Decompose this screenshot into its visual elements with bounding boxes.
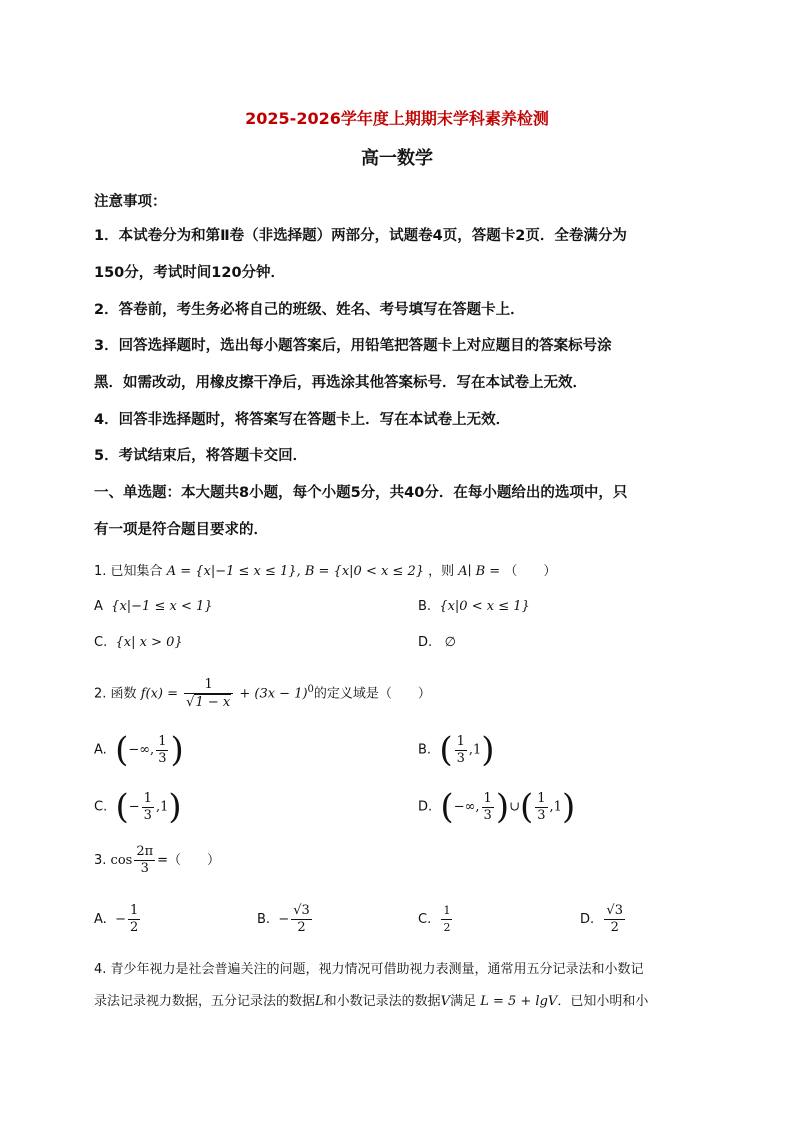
note-5: 5．考试结束后，将答题卡交回．	[94, 448, 308, 464]
question-2-stem	[94, 672, 431, 708]
q3-option-a-label: A.	[94, 912, 107, 927]
q1-set-a: A = {x|−1 ≤ x ≤ 1}	[166, 564, 297, 579]
q2-option-b-right: ,1	[468, 742, 482, 758]
q1-option-c-label: C.	[94, 635, 108, 650]
q2-option-c-num: 1	[143, 790, 152, 806]
q3-option-c-label: C.	[418, 912, 432, 927]
q3-option-b-sign: −	[278, 912, 290, 927]
note-4: 4．回答非选择题时，将答案写在答题卡上．写在本试卷上无效．	[94, 412, 511, 428]
q2-fraction-den-radicand: 1 − x	[195, 694, 231, 710]
q2-option-c-left: −	[128, 799, 140, 815]
q1-expr: A∣ B =	[458, 564, 501, 579]
q2-fraction-num: 1	[184, 677, 233, 694]
q2-option-d: D. (−∞, $\frac{1}{3}$ )∪( $\frac{1}{3}$ ,1)	[418, 787, 576, 827]
q2-option-d-den-2: 3	[537, 807, 546, 823]
q2-option-a-den: 3	[158, 750, 167, 766]
q2-option-d-left: −∞,	[453, 799, 480, 815]
q3-option-c-den: 2	[443, 921, 451, 934]
q3-option-d	[580, 900, 627, 940]
q4-line2-part-c: 满足	[450, 994, 477, 1009]
exam-title: 2025-2026学年度上期期末学科素养检测	[245, 109, 549, 128]
q2-suffix: 的定义域是（ ）	[313, 686, 431, 702]
q3-option-b-label: B.	[257, 912, 271, 927]
q3-cos: cos	[110, 853, 133, 868]
note-3-line-1: 3．回答选择题时，选出每小题答案后，用铅笔把答题卡上对应题目的答案标号涂	[94, 338, 612, 354]
q3-option-c-num: 1	[441, 903, 452, 920]
q3-option-a-num: 1	[129, 903, 139, 918]
q3-option-d-label: D.	[580, 912, 595, 927]
q3-option-a	[94, 900, 142, 940]
q2-fraction	[184, 677, 233, 711]
q2-rest: + (3x − 1)	[239, 686, 308, 702]
question-4-line-1: 4. 青少年视力是社会普遍关注的问题，视力情况可借助视力表测量，通常用五分记录法和小数记	[94, 962, 644, 977]
q2-option-a-frac	[156, 734, 168, 767]
q1-prefix: 1. 已知集合	[94, 564, 163, 579]
q3-option-d-num: √3	[606, 903, 623, 918]
notes-heading: 注意事项：	[94, 194, 167, 210]
q3-option-c	[418, 900, 454, 940]
q4-var-v: V	[440, 994, 451, 1009]
q2-prefix: 2. 函数	[94, 686, 137, 702]
q2-option-c-den: 3	[143, 807, 152, 823]
q3-fraction-num: 2π	[136, 844, 154, 859]
q4-line2-part-a: 录法记录视力数据，五分记录法的数据	[94, 994, 316, 1009]
q1-set-b: , B = {x|0 < x ≤ 2}	[296, 564, 424, 579]
note-1-line-2: 150分，考试时间120分钟．	[94, 265, 286, 281]
q3-fraction-den: 3	[140, 861, 149, 876]
q4-formula: L = 5 + lgV	[480, 994, 558, 1009]
q2-option-d-label: D.	[418, 799, 433, 815]
q2-option-d-den-1: 3	[483, 807, 492, 823]
q4-var-l: L	[315, 994, 324, 1009]
q1-option-b-text: {x|0 < x ≤ 1}	[439, 599, 530, 614]
q2-option-c: C. (− $\frac{1}{3}$ ,1)	[94, 787, 182, 827]
q3-option-a-den: 2	[129, 920, 139, 935]
q2-option-c-right: ,1	[155, 799, 169, 815]
q2-option-d-num-2: 1	[537, 790, 546, 806]
q3-suffix: =（ ）	[157, 853, 221, 868]
q2-option-a-num: 1	[158, 733, 167, 749]
q3-option-a-sign: −	[115, 912, 126, 927]
q3-option-b-frac	[291, 903, 312, 936]
q1-option-a	[94, 599, 213, 614]
q1-option-d-text: ∅	[444, 635, 456, 650]
q1-option-c-text: {x| x > 0}	[115, 635, 183, 650]
q2-option-b: B. ( $\frac{1}{3}$ ,1)	[418, 730, 495, 770]
note-3-line-2: 黑．如需改动，用橡皮擦干净后，再选涂其他答案标号．写在本试卷上无效．	[94, 375, 587, 391]
q1-option-d-label: D.	[418, 635, 433, 650]
q3-option-d-den: 2	[610, 920, 619, 935]
q2-option-a: A. (−∞, $\frac{1}{3}$ )	[94, 730, 184, 770]
q3-option-b-num: √3	[293, 903, 310, 918]
q1-option-a-label: A	[94, 599, 103, 614]
q1-option-d	[418, 635, 456, 650]
q3-fraction	[134, 844, 155, 877]
q3-option-b	[257, 900, 314, 940]
q3-option-a-frac	[128, 903, 140, 936]
q1-mid: ，则	[428, 564, 455, 579]
q2-option-d-union: ∪	[509, 799, 520, 815]
q2-fx: f(x) =	[140, 686, 178, 702]
note-1-line-1: 1．本试卷分为和第Ⅱ卷（非选择题）两部分，试题卷4页，答题卡2页．全卷满分为	[94, 228, 627, 244]
question-3-stem	[94, 843, 220, 879]
q2-option-d-right: ,1	[549, 799, 562, 815]
q1-option-a-text: {x|−1 ≤ x < 1}	[111, 599, 213, 614]
question-1-stem	[94, 560, 556, 579]
q1-blank: （ ）	[504, 564, 557, 579]
q4-line2-part-d: ．已知小明和小	[557, 994, 649, 1009]
q1-option-b	[418, 599, 530, 614]
q2-option-b-den: 3	[456, 750, 465, 766]
q3-option-c-frac	[441, 903, 452, 936]
q1-option-c	[94, 635, 183, 650]
q4-line2-part-b: 和小数记录法的数据	[323, 994, 441, 1009]
q2-option-d-frac-2	[535, 791, 547, 824]
note-2: 2．答卷前，考生务必将自己的班级、姓名、考号填写在答题卡上．	[94, 302, 525, 318]
exam-subtitle: 高一数学	[361, 148, 433, 169]
q2-exponent: 0	[307, 684, 314, 695]
q1-option-b-label: B.	[418, 599, 432, 614]
question-4-line-2	[94, 990, 648, 1009]
q2-option-a-left: −∞,	[128, 742, 155, 758]
q2-fraction-den: √1 − x	[186, 694, 231, 710]
q3-option-d-frac	[604, 903, 625, 936]
q2-option-d-frac-1	[482, 791, 494, 824]
q2-option-b-frac	[455, 734, 467, 767]
q2-option-c-frac	[142, 791, 154, 824]
section1-line-2: 有一项是符合题目要求的．	[94, 522, 268, 538]
section1-line-1: 一、单选题：本大题共8小题，每个小题5分，共40分．在每小题给出的选项中，只	[94, 485, 628, 501]
q3-option-b-den: 2	[297, 920, 306, 935]
q2-option-b-label: B.	[418, 742, 432, 758]
q2-option-b-num: 1	[456, 733, 465, 749]
q3-prefix: 3.	[94, 853, 107, 868]
q2-option-a-label: A.	[94, 742, 107, 758]
q2-option-c-label: C.	[94, 799, 108, 815]
q2-option-d-num-1: 1	[483, 790, 492, 806]
